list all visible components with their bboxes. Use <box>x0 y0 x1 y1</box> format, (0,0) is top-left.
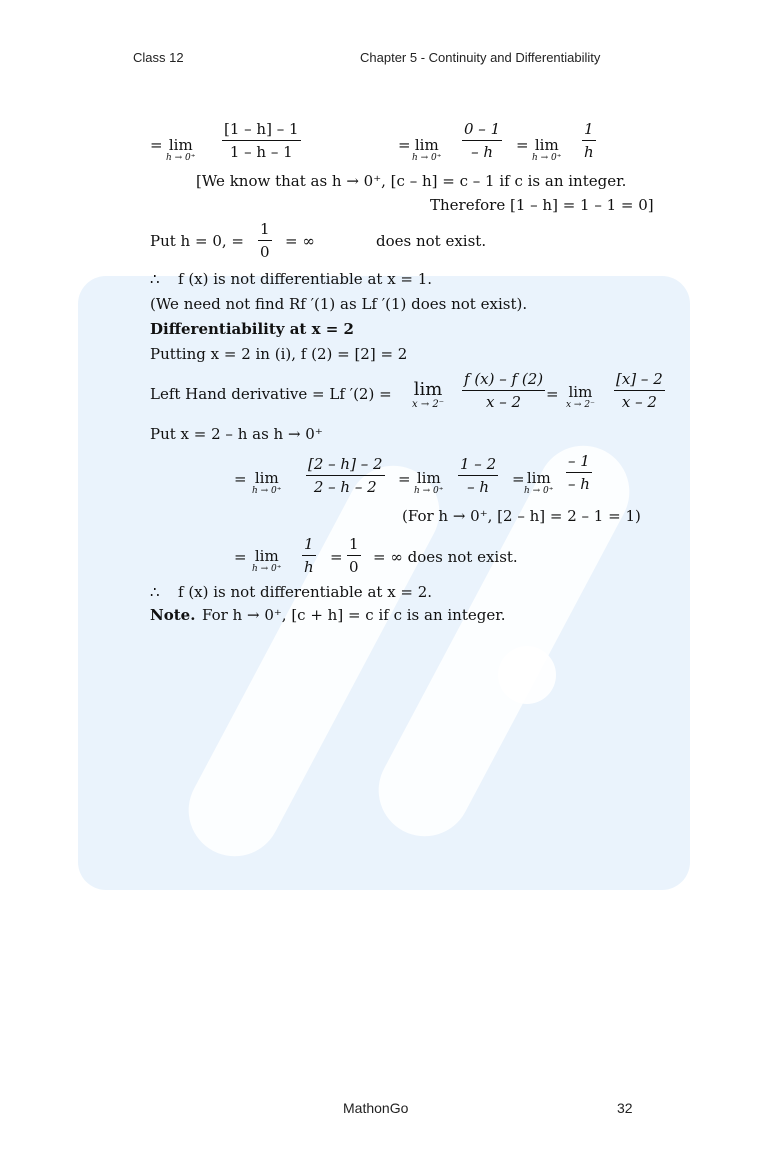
fraction: $\frac{[x] - 2}{x - 2}$ <box>616 370 663 411</box>
fraction: $\frac{1 - 2}{- h}$ <box>460 455 497 496</box>
fraction: $\frac{1}{h}$ <box>583 120 594 161</box>
limit-operator: lim x → 2⁻ <box>412 379 445 410</box>
equals-sign: = <box>512 470 525 488</box>
limit-operator: lim h → 0⁺ <box>524 469 554 496</box>
therefore-symbol: ∴ <box>150 270 160 288</box>
fraction: $\frac{[2 - h] - 2}{2 - h - 2}$ <box>308 455 383 496</box>
footer-brand: MathonGo <box>343 1100 409 1116</box>
therefore-symbol: ∴ <box>150 583 160 601</box>
section-heading: Differentiability at x = 2 <box>150 320 354 338</box>
limit-operator: lim h → 0⁺ <box>252 469 282 496</box>
page-number: 32 <box>617 1100 633 1116</box>
equals-sign: = <box>150 136 163 154</box>
limit-operator: lim h → 0⁺ <box>414 469 444 496</box>
limit-operator: lim h → 0⁺ <box>412 136 442 163</box>
text-line: does not exist. <box>376 232 487 250</box>
note-text: Therefore [1 – h] = 1 – 1 = 0] <box>430 196 654 214</box>
limit-operator: lim h → 0⁺ <box>166 136 196 163</box>
note-label: Note. <box>150 606 196 624</box>
fraction: $\frac{[1 - h] - 1}{1 - h - 1}$ <box>224 120 299 161</box>
limit-operator: lim h → 0⁺ <box>252 547 282 574</box>
text-line: = ∞ <box>285 232 315 250</box>
fraction: $\frac{1}{h}$ <box>303 535 314 576</box>
header-class-label: Class 12 <box>133 50 184 65</box>
equals-sign: = <box>516 136 529 154</box>
text-line: = ∞ does not exist. <box>373 548 518 566</box>
fraction: $\frac{f (x) - f (2)}{x - 2}$ <box>464 370 544 411</box>
header-chapter-title: Chapter 5 - Continuity and Differentiability <box>360 50 601 65</box>
fraction: $\frac{1}{0}$ <box>260 220 270 261</box>
note-text: For h → 0⁺, [c + h] = c if c is an integer. <box>202 606 506 624</box>
text-line: Putting x = 2 in (i), f (2) = [2] = 2 <box>150 345 408 363</box>
equals-sign: = <box>330 548 343 566</box>
equals-sign: = <box>398 136 411 154</box>
fraction: $\frac{0 - 1}{- h}$ <box>464 120 501 161</box>
fraction: $\frac{- 1}{- h}$ <box>567 452 590 493</box>
remark-text: (We need not find Rf ′(1) as Lf ′(1) does not exist). <box>150 295 528 313</box>
conclusion-text: f (x) is not differentiable at x = 2. <box>178 583 433 601</box>
text-line: Put x = 2 – h as h → 0⁺ <box>150 425 323 443</box>
note-text: (For h → 0⁺, [2 – h] = 2 – 1 = 1) <box>402 507 641 525</box>
equals-sign: = <box>546 385 559 403</box>
lhd-label: Left Hand derivative = Lf ′(2) = <box>150 385 392 403</box>
limit-operator: lim x → 2⁻ <box>566 383 595 410</box>
conclusion-text: f (x) is not differentiable at x = 1. <box>178 270 433 288</box>
equals-sign: = <box>234 470 247 488</box>
text-line: Put h = 0, = <box>150 232 244 250</box>
fraction: $\frac{1}{0}$ <box>349 535 359 576</box>
limit-operator: lim h → 0⁺ <box>532 136 562 163</box>
equals-sign: = <box>398 470 411 488</box>
watermark-dot <box>498 646 556 704</box>
equals-sign: = <box>234 548 247 566</box>
note-text: [We know that as h → 0⁺, [c – h] = c – 1 if c is an integer. <box>196 172 627 190</box>
